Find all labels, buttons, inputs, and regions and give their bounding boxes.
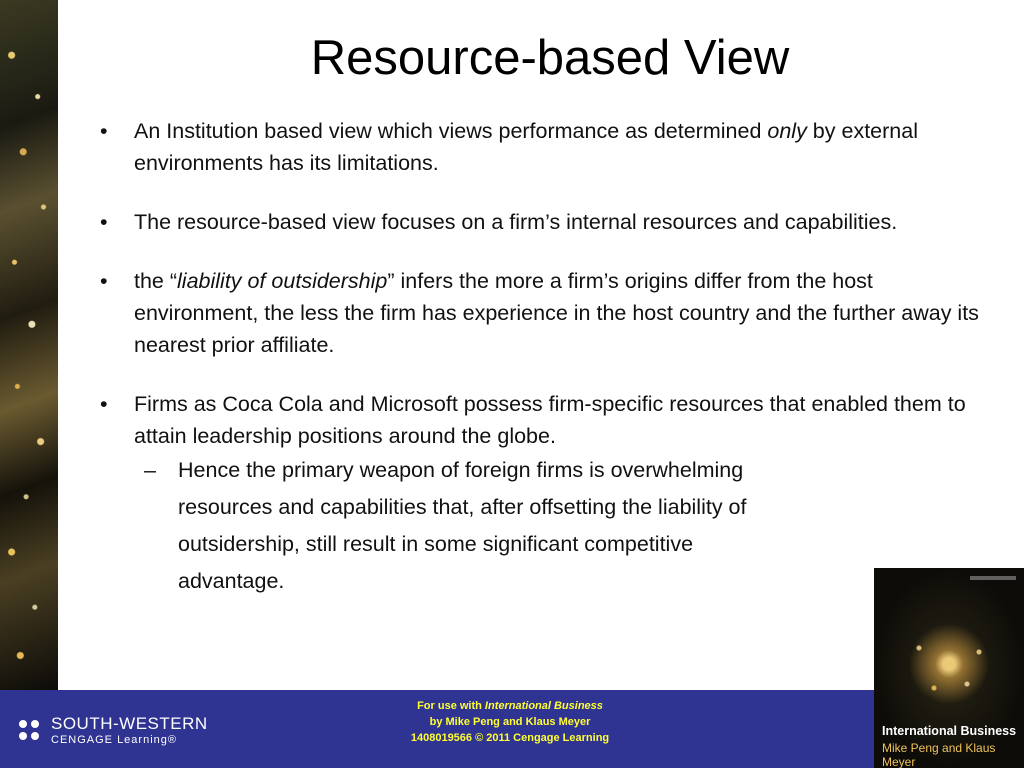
slide-title: Resource-based View <box>310 31 790 85</box>
bullet-text: ” infers the more a firm’s origins differ from the host environment, the less the firm has experience in the host country and the further away its nearest prior affiliate. <box>134 269 979 357</box>
cengage-logo-icon <box>14 715 44 745</box>
credit-isbn: 1408019566 © 2011 Cengage Learning <box>410 732 610 744</box>
footer-bar <box>0 690 1024 768</box>
bullet-item <box>100 206 980 238</box>
bullet-text: The resource-based view focuses on a firm’s internal resources and capabilities. <box>134 210 898 234</box>
decorative-photo-strip <box>0 0 58 690</box>
credit-authors: by Mike Peng and Klaus Meyer <box>429 716 591 728</box>
bullet-item <box>100 388 980 452</box>
publisher-logo <box>14 710 208 750</box>
bullet-item <box>100 115 980 179</box>
book-cover-title: International Business <box>882 724 1017 738</box>
bullet-text: An Institution based view which views performance as determined <box>134 119 768 143</box>
logo-line-2: CENGAGE Learning® <box>51 733 177 746</box>
sub-bullet-text: Hence the primary weapon of foreign firms is overwhelming resources and capabilities that, after offsetting the liability of outsidership, still result in some significant competitive advantage. <box>178 458 747 593</box>
bullet-text: Firms as Coca Cola and Microsoft possess firm-specific resources that enabled them to attain leadership positions around the globe. <box>134 392 966 448</box>
bullet-text: by external environments has its limitations. <box>134 119 918 175</box>
credit-prefix: For use with <box>417 700 485 712</box>
bullet-emphasis: only <box>767 119 807 143</box>
logo-line-1: SOUTH-WESTERN <box>51 713 208 733</box>
bullet-item <box>100 265 980 361</box>
credit-book-title: International Business <box>484 700 603 712</box>
bullet-emphasis: liability of outsidership <box>177 269 388 293</box>
book-cover-small-text <box>970 576 1016 580</box>
book-cover-image <box>874 568 1024 768</box>
slide-body <box>100 115 980 600</box>
footer-credit <box>380 698 640 746</box>
sub-bullet-item <box>134 452 788 600</box>
book-cover-authors: Mike Peng and Klaus Meyer <box>882 741 996 768</box>
bullet-text: the “ <box>134 269 178 293</box>
